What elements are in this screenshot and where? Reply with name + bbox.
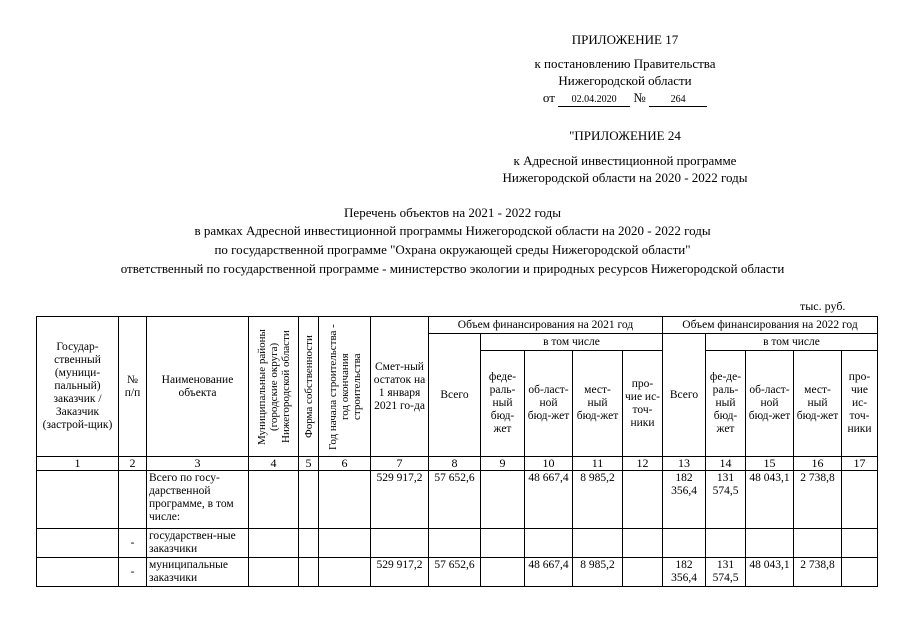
- cell-local-2022: 2 738,8: [794, 471, 842, 529]
- col-number: 4: [249, 457, 299, 471]
- cell-total-2022: 182 356,4: [663, 471, 706, 529]
- cell-num: -: [119, 529, 147, 558]
- resolution-number: 264: [649, 94, 707, 107]
- cell-customer: [37, 529, 119, 558]
- cell-remainder: 529 917,2: [371, 471, 429, 529]
- header-regional-2021: об-ласт-ной бюд-жет: [525, 351, 573, 457]
- header-total-2022: Всего: [663, 334, 706, 457]
- cell-other-2022: [842, 471, 878, 529]
- col-number: 2: [119, 457, 147, 471]
- header-federal-2021: феде-раль-ный бюд-жет: [481, 351, 525, 457]
- col-number: 13: [663, 457, 706, 471]
- cell-other-2021: [623, 529, 663, 558]
- cell-federal-2022: [706, 529, 746, 558]
- cell-total-2022: [663, 529, 706, 558]
- cell-local-2021: [573, 529, 623, 558]
- col-number: 11: [573, 457, 623, 471]
- appendix-number: ПРИЛОЖЕНИЕ 17: [571, 32, 679, 47]
- objects-table: [36, 316, 878, 587]
- cell-federal-2022: 131 574,5: [706, 471, 746, 529]
- header-customer: Государ-ственный (муници-пальный) заказчик / Заказчик (застрой-щик): [37, 317, 119, 457]
- cell-num: -: [119, 558, 147, 587]
- cell-local-2021: 8 985,2: [573, 471, 623, 529]
- title-line-3: по государственной программе "Охрана окружающей среды Нижегородской области": [214, 242, 691, 257]
- col-number: 15: [746, 457, 794, 471]
- resolution-date: 02.04.2020: [558, 94, 630, 107]
- header-federal-2022: фе-де-раль-ный бюд-жет: [706, 351, 746, 457]
- cell-customer: [37, 558, 119, 587]
- cell-districts: [249, 471, 299, 529]
- cell-total-2022: 182 356,4: [663, 558, 706, 587]
- table-row: [37, 471, 878, 529]
- cell-regional-2022: 48 043,1: [746, 558, 794, 587]
- resolution-line-1: к постановлению Правительства: [534, 56, 716, 71]
- cell-local-2022: [794, 529, 842, 558]
- col-number: 8: [429, 457, 481, 471]
- column-numbers-row: [37, 457, 878, 471]
- col-number: 9: [481, 457, 525, 471]
- cell-name: Всего по госу-дарственной программе, в том числе:: [147, 471, 249, 529]
- header-local-2021: мест-ный бюд-жет: [573, 351, 623, 457]
- title-line-1: Перечень объектов на 2021 - 2022 годы: [344, 205, 561, 220]
- cell-years: [319, 529, 371, 558]
- col-number: 17: [842, 457, 878, 471]
- cell-total-2021: [429, 529, 481, 558]
- cell-other-2021: [623, 558, 663, 587]
- header-remainder: Смет-ный остаток на 1 января 2021 го-да: [371, 317, 429, 457]
- title-line-4: ответственный по государственной программе - министерство экологии и природных ресурсов Нижегородской области: [120, 261, 785, 276]
- col-number: 3: [147, 457, 249, 471]
- cell-regional-2021: 48 667,4: [525, 471, 573, 529]
- cell-federal-2021: [481, 558, 525, 587]
- col-number: 6: [319, 457, 371, 471]
- header-total-2021: Всего: [429, 334, 481, 457]
- program-line-1: к Адресной инвестиционной программе: [513, 153, 737, 168]
- appendix-24: "ПРИЛОЖЕНИЕ 24: [569, 128, 681, 143]
- resolution-line-2: Нижегородской области: [558, 73, 692, 88]
- cell-federal-2021: [481, 471, 525, 529]
- cell-customer: [37, 471, 119, 529]
- header-other-2021: про-чие ис-точ-ники: [623, 351, 663, 457]
- col-number: 14: [706, 457, 746, 471]
- col-number: 7: [371, 457, 429, 471]
- header-other-2022: про-чие ис-точ-ники: [842, 351, 878, 457]
- cell-name: государствен-ные заказчики: [147, 529, 249, 558]
- cell-ownership: [299, 471, 319, 529]
- cell-total-2021: 57 652,6: [429, 558, 481, 587]
- header-years: Год начала строительства - год окончания строительства: [319, 317, 371, 457]
- cell-total-2021: 57 652,6: [429, 471, 481, 529]
- cell-local-2021: 8 985,2: [573, 558, 623, 587]
- table-row: [37, 529, 878, 558]
- cell-regional-2022: 48 043,1: [746, 471, 794, 529]
- title-line-2: в рамках Адресной инвестиционной программы Нижегородской области на 2020 - 2022 годы: [194, 223, 711, 238]
- header-regional-2022: об-ласт-ной бюд-жет: [746, 351, 794, 457]
- cell-other-2022: [842, 558, 878, 587]
- header-name: Наименование объекта: [147, 317, 249, 457]
- resolution-date-number: [420, 90, 830, 107]
- cell-name: муниципальные заказчики: [147, 558, 249, 587]
- units-label: тыс. руб.: [800, 299, 846, 313]
- program-line-2: Нижегородской области на 2020 - 2022 годы: [502, 170, 748, 185]
- cell-districts: [249, 558, 299, 587]
- cell-local-2022: 2 738,8: [794, 558, 842, 587]
- col-number: 12: [623, 457, 663, 471]
- cell-ownership: [299, 558, 319, 587]
- cell-ownership: [299, 529, 319, 558]
- cell-regional-2021: [525, 529, 573, 558]
- header-including-2021: в том числе: [481, 334, 663, 351]
- header-fin-2021: Объем финансирования на 2021 год: [429, 317, 663, 334]
- cell-num: [119, 471, 147, 529]
- cell-districts: [249, 529, 299, 558]
- header-including-2022: в том числе: [706, 334, 878, 351]
- cell-remainder: 529 917,2: [371, 558, 429, 587]
- cell-federal-2022: 131 574,5: [706, 558, 746, 587]
- col-number: 10: [525, 457, 573, 471]
- cell-regional-2022: [746, 529, 794, 558]
- col-number: 16: [794, 457, 842, 471]
- number-label: №: [633, 90, 646, 105]
- cell-years: [319, 471, 371, 529]
- cell-regional-2021: 48 667,4: [525, 558, 573, 587]
- cell-years: [319, 558, 371, 587]
- col-number: 1: [37, 457, 119, 471]
- cell-federal-2021: [481, 529, 525, 558]
- header-ownership: Форма собственности: [299, 317, 319, 457]
- header-local-2022: мест-ный бюд-жет: [794, 351, 842, 457]
- header-districts: Муниципальные районы (городские округа) Нижегородской области: [249, 317, 299, 457]
- col-number: 5: [299, 457, 319, 471]
- cell-remainder: [371, 529, 429, 558]
- table-row: [37, 558, 878, 587]
- cell-other-2022: [842, 529, 878, 558]
- header-num: № п/п: [119, 317, 147, 457]
- from-label: от: [542, 90, 555, 105]
- cell-other-2021: [623, 471, 663, 529]
- header-fin-2022: Объем финансирования на 2022 год: [663, 317, 878, 334]
